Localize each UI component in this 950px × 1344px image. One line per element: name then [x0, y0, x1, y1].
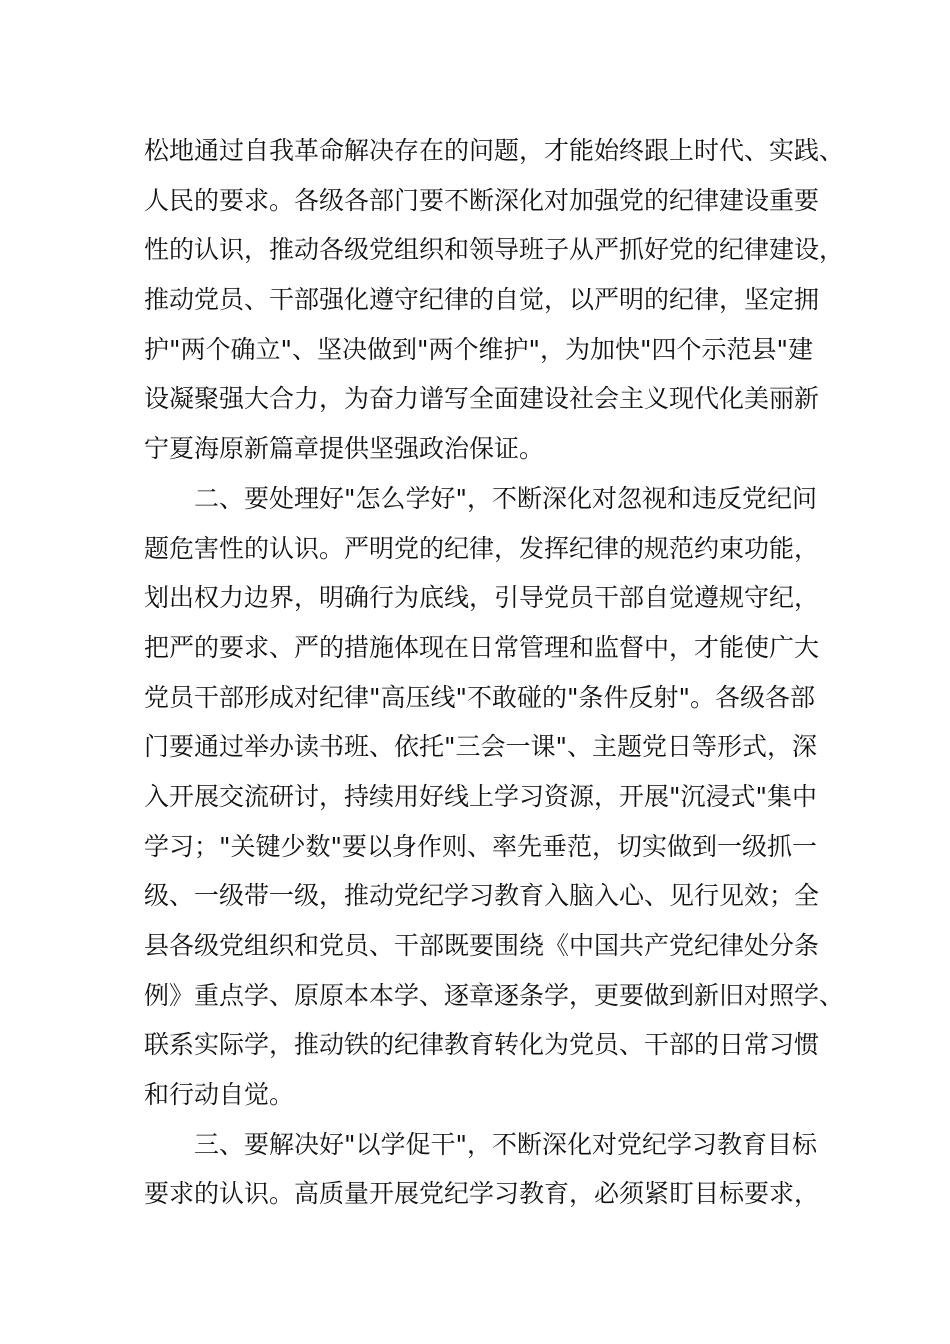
- section-heading-line: 二、要处理好"怎么学好"，不断深化对忽视和违反党纪问: [194, 483, 818, 513]
- text-line: 宁夏海原新篇章提供坚强政治保证。: [144, 434, 545, 464]
- text-line: 入开展交流研讨，持续用好线上学习资源，开展"沉浸式"集中: [144, 781, 818, 811]
- section-heading-line: 三、要解决好"以学促干"，不断深化对党纪学习教育目标: [194, 1129, 818, 1159]
- text-line: 把严的要求、严的措施体现在日常管理和监督中，才能使广大: [144, 632, 820, 662]
- text-line: 党员干部形成对纪律"高压线"不敢碰的"条件反射"。各级各部: [144, 682, 815, 712]
- text-line: 划出权力边界，明确行为底线，引导党员干部自觉遵规守纪，: [144, 583, 820, 613]
- text-line: 人民的要求。各级各部门要不断深化对加强党的纪律建设重要: [144, 185, 820, 215]
- text-line: 学习；"关键少数"要以身作则、率先垂范，切实做到一级抓一: [144, 831, 818, 861]
- text-line: 推动党员、干部强化遵守纪律的自觉，以严明的纪律，坚定拥: [144, 285, 820, 315]
- text-line: 和行动自觉。: [144, 1080, 295, 1110]
- text-line: 级、一级带一级，推动党纪学习教育入脑入心、见行见效；全: [144, 881, 820, 911]
- text-line: 县各级党组织和党员、干部既要围绕《中国共产党纪律处分条: [144, 931, 820, 960]
- text-line: 松地通过自我革命解决存在的问题，才能始终跟上时代、实践、: [144, 136, 845, 165]
- body-text: [144, 126, 844, 1219]
- text-line: 联系实际学，推动铁的纪律教育转化为党员、干部的日常习惯: [144, 1030, 820, 1060]
- text-line: 要求的认识。高质量开展党纪学习教育，必须紧盯目标要求，: [144, 1179, 820, 1209]
- text-line: 性的认识，推动各级党组织和领导班子从严抓好党的纪律建设，: [144, 235, 845, 265]
- text-line: 门要通过举办读书班、依托"三会一课"、主题党日等形式，深: [144, 732, 818, 762]
- text-line: 题危害性的认识。严明党的纪律，发挥纪律的规范约束功能，: [144, 533, 820, 563]
- text-line: 例》重点学、原原本本学、逐章逐条学，更要做到新旧对照学、: [144, 980, 845, 1010]
- text-line: 护"两个确立"、坚决做到"两个维护"，为加快"四个示范县"建: [144, 334, 813, 364]
- text-line: 设凝聚强大合力，为奋力谱写全面建设社会主义现代化美丽新: [144, 384, 820, 414]
